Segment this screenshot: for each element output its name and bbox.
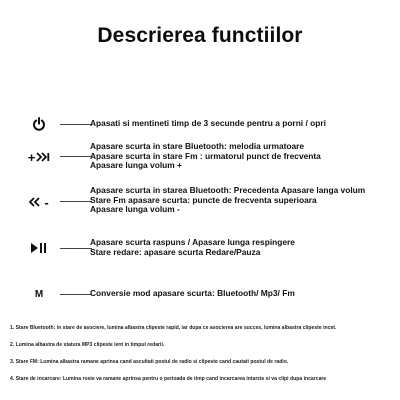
function-description: Apasati si mentineti timp de 3 secunde pentru a porni / opri: [90, 118, 326, 128]
divider-line: [60, 248, 92, 249]
function-description: Conversie mod apasare scurta: Bluetooth/ Mp3/ Fm: [90, 288, 295, 298]
divider-line: [60, 124, 92, 125]
function-description: Apasare scurta in stare Bluetooth: melodia urmatoare Apasare scurta in stare Fm : urmatorul punct de frecventa Apasare lunga volum +: [90, 141, 321, 171]
volume-down-previous-icon: [22, 195, 56, 209]
notes-section: [10, 325, 395, 393]
volume-up-next-icon: [22, 150, 56, 164]
divider-line: [60, 294, 92, 295]
power-icon: [22, 117, 56, 131]
note-item: 3. Stare FM: Lumina albastra ramane aprinsa cand ascultati postul de radio si clipeste cand cautati postul de radio.: [10, 359, 289, 365]
note-item: 2. Lumina albastra de statura MP3 clipeste lent in timpul redarii.: [10, 342, 165, 348]
plus-sign: +: [27, 149, 36, 165]
mode-icon: M: [34, 288, 44, 300]
function-description: Apasare scurta in starea Bluetooth: Precedenta Apasare langa volum Stare Fm apasare scurta: puncte de frecventa superioara Apasare lunga volum -: [90, 185, 366, 215]
play-pause-icon: [22, 241, 56, 255]
divider-line: [60, 156, 92, 157]
page-title: Descrierea functiilor: [97, 24, 303, 47]
function-description: Apasare scurta raspuns / Apasare lunga respingere Stare redare: apasare scurta Redare/Pauza: [90, 237, 295, 257]
note-item: 4. Stare de incarcare: Lumina rosie va ramane aprinsa pentru o perioada de timp cand incarcarea intarzie si va clipi dupa incarcare: [10, 376, 327, 382]
divider-line: [60, 201, 92, 202]
minus-sign: -: [44, 194, 49, 210]
note-item: 1. Stare Bluetooth: in stare de asociere, lumina albastra clipeste rapid, iar dupa ce asocierea are succes, lumina albastra clipeste incet.: [10, 325, 337, 331]
